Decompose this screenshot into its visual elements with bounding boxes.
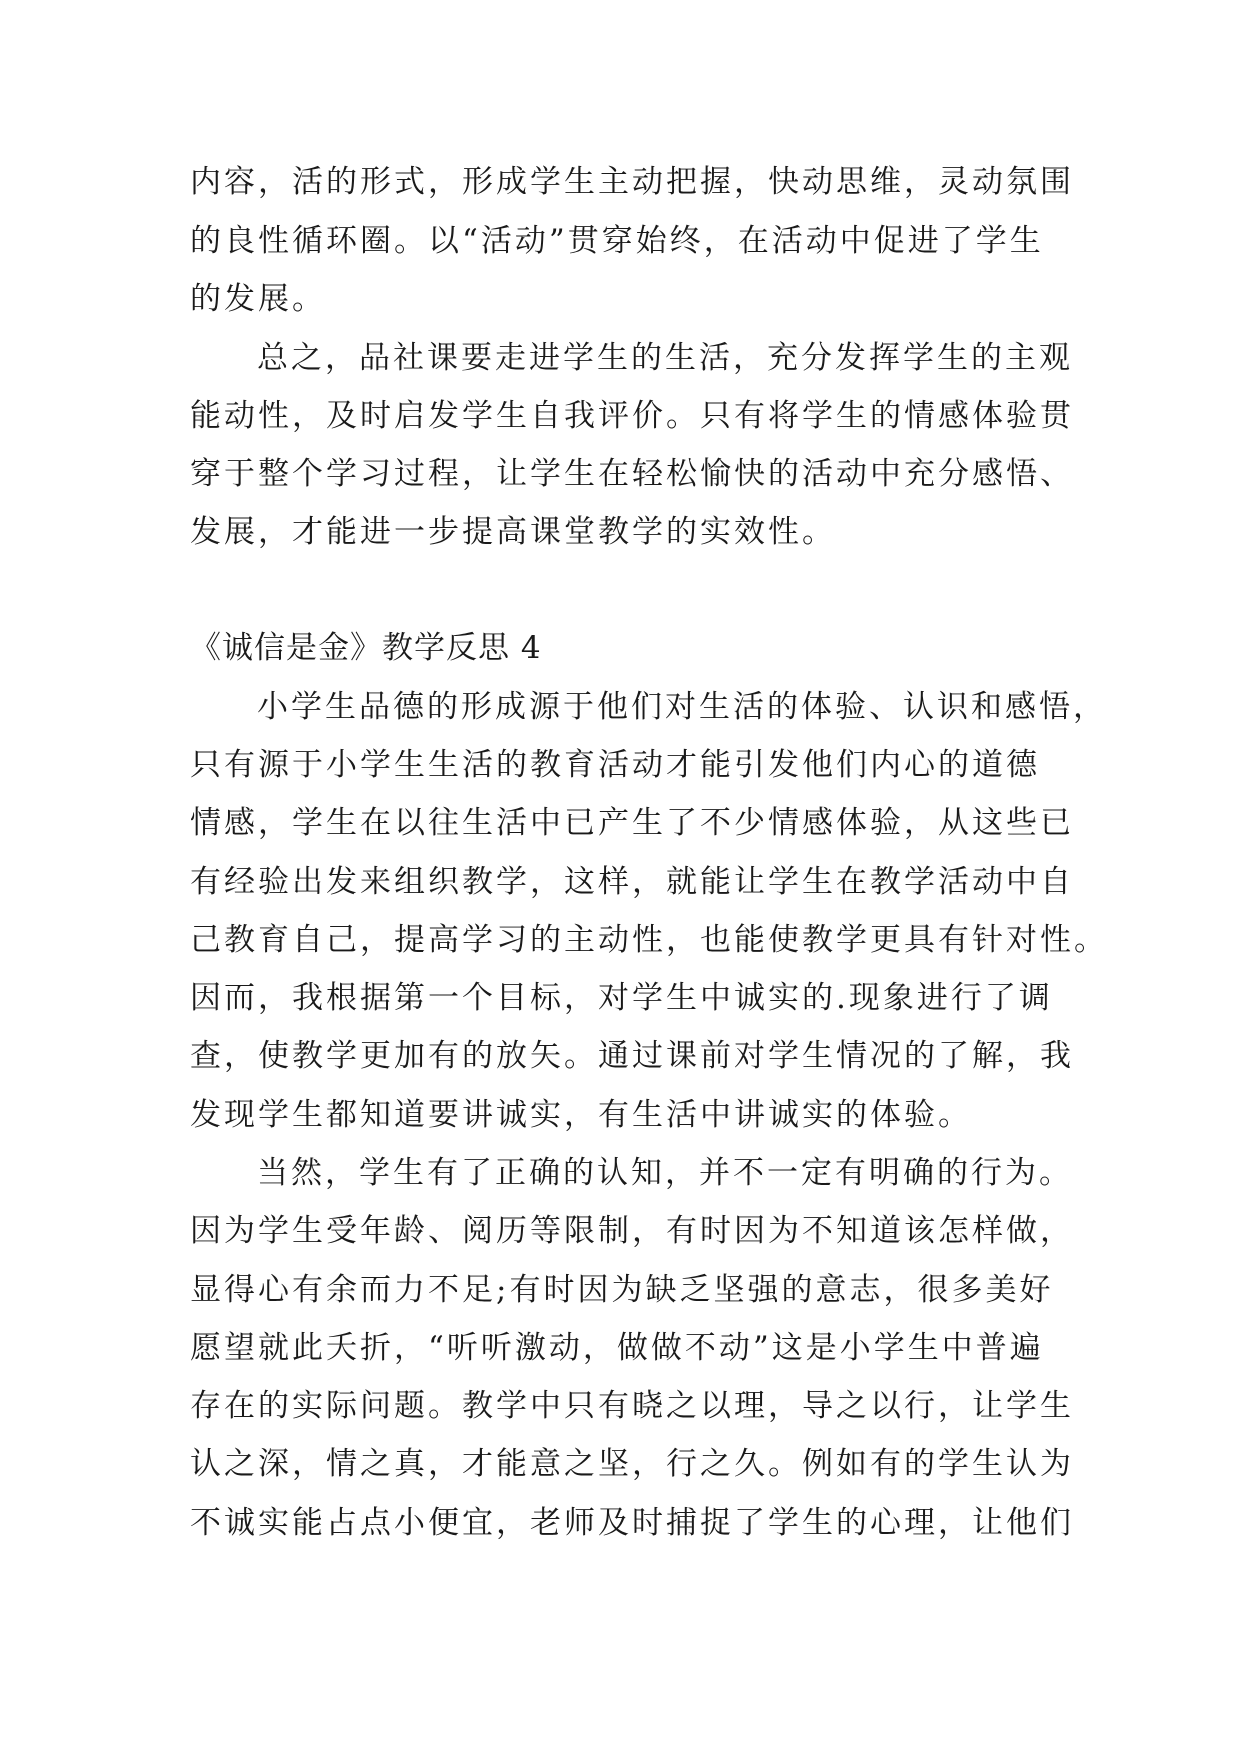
paragraph-line: 己教育自己，提高学习的主动性，也能使教学更具有针对性。 bbox=[190, 922, 1108, 958]
paragraph-line: 发现学生都知道要讲诚实，有生活中讲诚实的体验。 bbox=[190, 1097, 972, 1133]
paragraph-line: 发展，才能进一步提高课堂教学的实效性。 bbox=[190, 514, 836, 550]
paragraph-line: 当然，学生有了正确的认知，并不一定有明确的行为。 bbox=[257, 1155, 1073, 1191]
paragraph-line: 显得心有余而力不足;有时因为缺乏坚强的意志，很多美好 bbox=[190, 1272, 1054, 1308]
paragraph-line: 小学生品德的形成源于他们对生活的体验、认识和感悟， bbox=[257, 689, 1107, 725]
paragraph-line: 愿望就此夭折，“听听激动，做做不动”这是小学生中普遍 bbox=[190, 1330, 1044, 1366]
paragraph-line: 穿于整个学习过程，让学生在轻松愉快的活动中充分感悟、 bbox=[190, 456, 1074, 492]
paragraph-line: 的良性循环圈。以“活动”贯穿始终，在活动中促进了学生 bbox=[190, 223, 1044, 259]
paragraph-line: 认之深，情之真，才能意之坚，行之久。例如有的学生认为 bbox=[190, 1446, 1074, 1482]
paragraph-line: 存在的实际问题。教学中只有晓之以理，导之以行，让学生 bbox=[190, 1388, 1074, 1424]
paragraph-line: 只有源于小学生生活的教育活动才能引发他们内心的道德 bbox=[190, 747, 1040, 783]
section-title: 《诚信是金》教学反思 4 bbox=[190, 630, 542, 666]
paragraph-line: 查，使教学更加有的放矢。通过课前对学生情况的了解，我 bbox=[190, 1038, 1074, 1074]
paragraph-line: 不诚实能占点小便宜，老师及时捕捉了学生的心理，让他们 bbox=[190, 1505, 1074, 1541]
paragraph-line: 总之，品社课要走进学生的生活，充分发挥学生的主观 bbox=[257, 340, 1073, 376]
paragraph-line: 能动性，及时启发学生自我评价。只有将学生的情感体验贯 bbox=[190, 398, 1074, 434]
paragraph-line: 的发展。 bbox=[190, 281, 326, 317]
paragraph-line: 因而，我根据第一个目标，对学生中诚实的.现象进行了调 bbox=[190, 980, 1053, 1016]
paragraph-line: 因为学生受年龄、阅历等限制，有时因为不知道该怎样做， bbox=[190, 1213, 1074, 1249]
paragraph-line: 内容，活的形式，形成学生主动把握，快动思维，灵动氛围 bbox=[190, 164, 1074, 200]
paragraph-line: 情感，学生在以往生活中已产生了不少情感体验，从这些已 bbox=[190, 805, 1074, 841]
paragraph-line: 有经验出发来组织教学，这样，就能让学生在教学活动中自 bbox=[190, 864, 1074, 900]
